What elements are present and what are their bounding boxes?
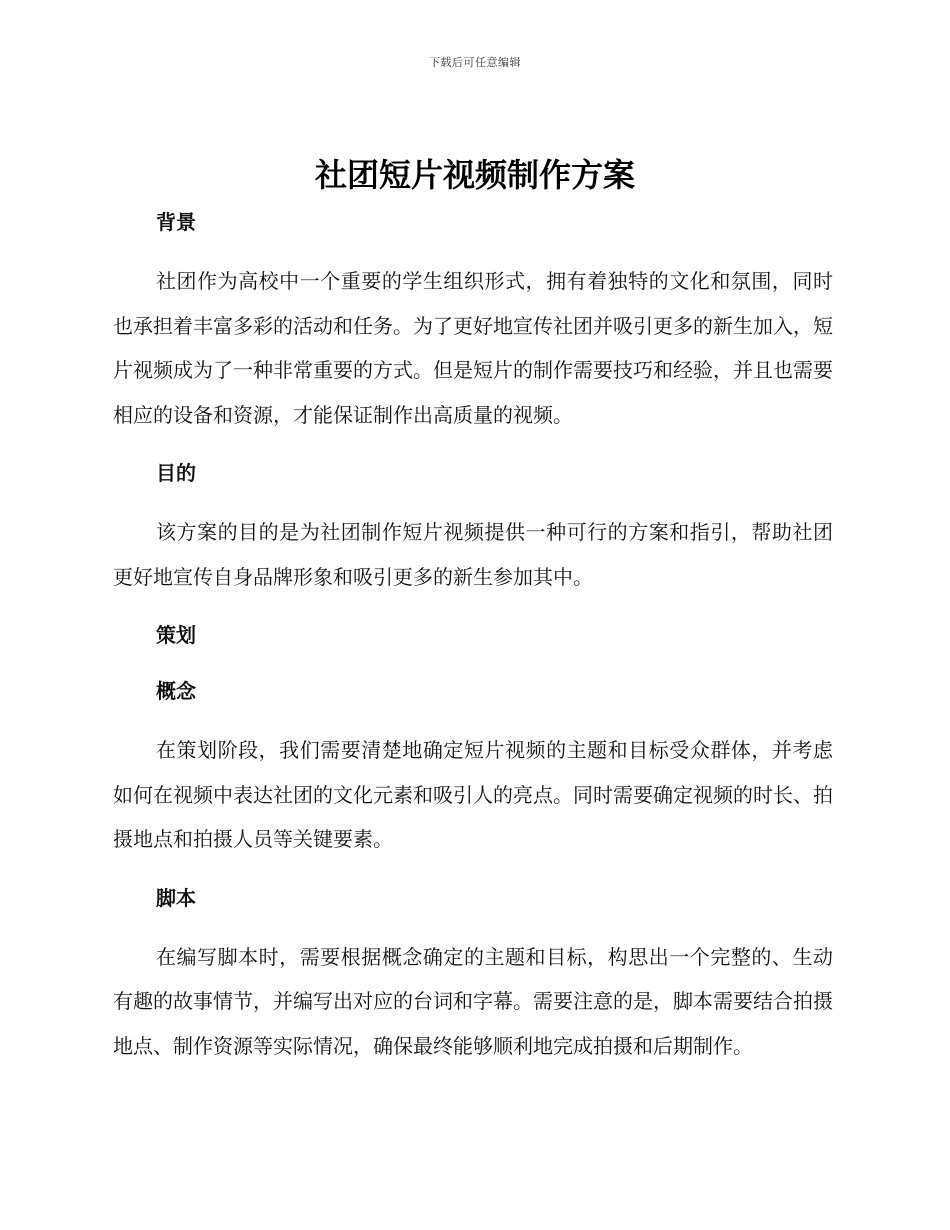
- section-paragraph-concept: 在策划阶段，我们需要清楚地确定短片视频的主题和目标受众群体，并考虑如何在视频中表达社团的文化元素和吸引人的亮点。同时需要确定视频的时长、拍摄地点和拍摄人员等关键要素。: [113, 738, 833, 851]
- section-heading-planning: 策划: [156, 623, 196, 647]
- section-heading-script: 脚本: [156, 885, 196, 910]
- document-body: [113, 203, 833, 1085]
- section-paragraph-purpose: 该方案的目的是为社团制作短片视频提供一种可行的方案和指引，帮助社团更好地宣传自身品牌形象和吸引更多的新生参加其中。: [113, 520, 833, 589]
- section-heading-concept: 概念: [156, 679, 196, 703]
- document-title: 社团短片视频制作方案: [314, 156, 635, 194]
- section-paragraph-script: 在编写脚本时，需要根据概念确定的主题和目标，构思出一个完整的、生动有趣的故事情节，并编写出对应的台词和字幕。需要注意的是，脚本需要结合拍摄地点、制作资源等实际情况，确保最终能够顺利地完成拍摄和后期制作。: [113, 944, 833, 1058]
- section-heading-background: 背景: [156, 210, 196, 234]
- section-paragraph-background: 社团作为高校中一个重要的学生组织形式，拥有着独特的文化和氛围，同时也承担着丰富多彩的活动和任务。为了更好地宣传社团并吸引更多的新生加入，短片视频成为了一种非常重要的方式。但是短片的制作需要技巧和经验，并且也需要相应的设备和资源，才能保证制作出高质量的视频。: [113, 269, 833, 427]
- page-header: 下载后可任意编辑: [429, 56, 521, 69]
- section-heading-purpose: 目的: [156, 461, 196, 485]
